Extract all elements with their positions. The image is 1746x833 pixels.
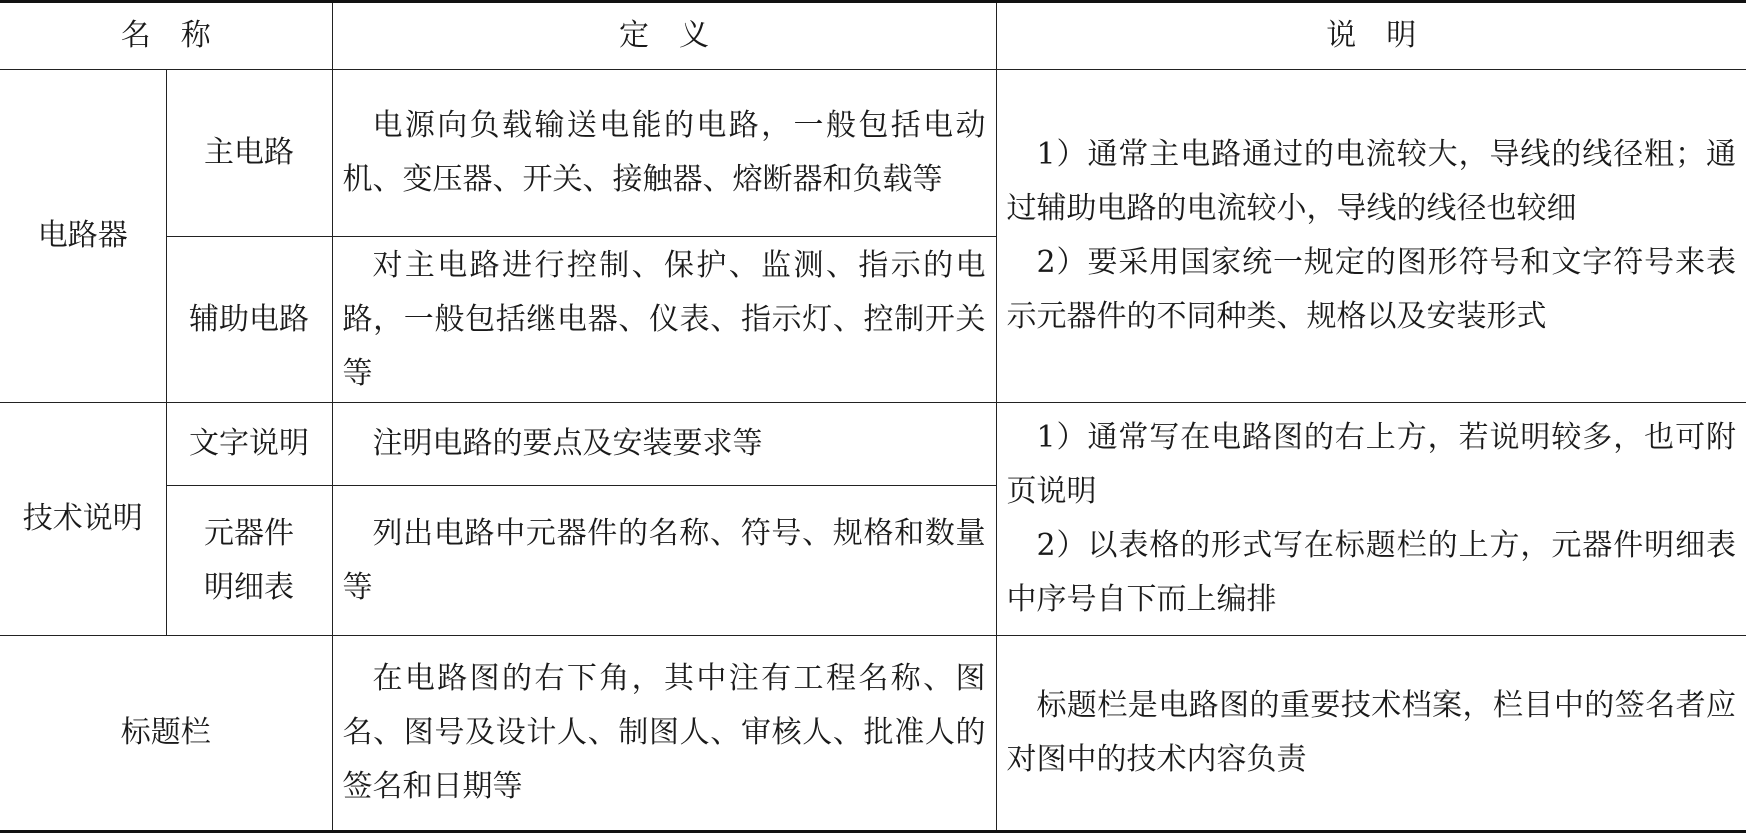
note-item: 1）通常写在电路图的右上方，若说明较多，也可附页说明 — [1006, 420, 1736, 509]
group-note-circuit — [996, 70, 1746, 403]
note-item: 2）以表格的形式写在标题栏的上方，元器件明细表中序号自下而上编排 — [1006, 528, 1736, 617]
header-note: 说明 — [996, 2, 1746, 70]
table-row — [0, 70, 1746, 237]
group-label-tech: 技术说明 — [0, 403, 166, 636]
header-name: 名称 — [0, 2, 332, 70]
note-item: 1）通常主电路通过的电流较大，导线的线径粗；通过辅助电路的电流较小，导线的线径也较细 — [1006, 137, 1736, 226]
group-label-circuit: 电路器 — [0, 70, 166, 403]
item-name-aux-circuit: 辅助电路 — [166, 237, 332, 403]
item-definition-title-block: 在电路图的右下角，其中注有工程名称、图名、图号及设计人、制图人、审核人、批准人的签名和日期等 — [332, 636, 996, 832]
item-name-text-note: 文字说明 — [166, 403, 332, 486]
group-note-tech — [996, 403, 1746, 636]
group-label-title-block: 标题栏 — [0, 636, 332, 832]
item-definition-text-note: 注明电路的要点及安装要求等 — [332, 403, 996, 486]
item-definition-main-circuit: 电源向负载输送电能的电路，一般包括电动机、变压器、开关、接触器、熔断器和负载等 — [332, 70, 996, 237]
group-note-title-block: 标题栏是电路图的重要技术档案，栏目中的签名者应对图中的技术内容负责 — [996, 636, 1746, 832]
item-definition-aux-circuit: 对主电路进行控制、保护、监测、指示的电路，一般包括继电器、仪表、指示灯、控制开关等 — [332, 237, 996, 403]
table-row — [0, 636, 1746, 832]
note-item: 2）要采用国家统一规定的图形符号和文字符号来表示元器件的不同种类、规格以及安装形式 — [1006, 245, 1736, 334]
header-row — [0, 2, 1746, 70]
item-definition-parts-list: 列出电路中元器件的名称、符号、规格和数量等 — [332, 486, 996, 636]
table-row — [0, 403, 1746, 486]
item-name-parts-list: 元器件 明细表 — [166, 486, 332, 636]
item-name-main-circuit: 主电路 — [166, 70, 332, 237]
header-definition: 定义 — [332, 2, 996, 70]
